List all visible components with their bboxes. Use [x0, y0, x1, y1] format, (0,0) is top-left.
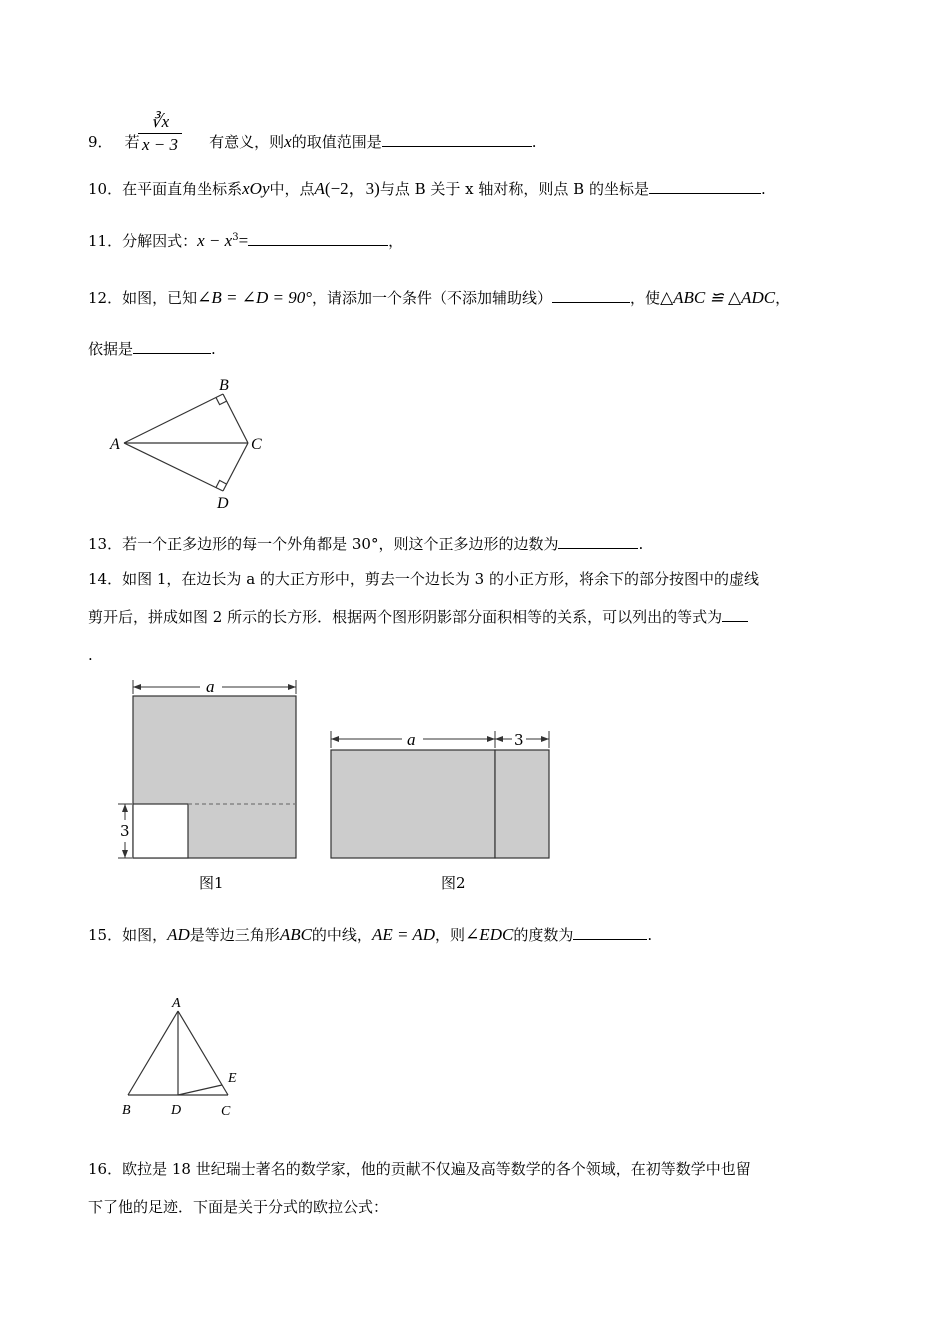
- q12-line2-text: 依据是: [88, 340, 134, 358]
- q11-line: 11．分解因式：$x - x^3=$ ，: [88, 231, 404, 250]
- q15-label-c: C: [221, 1104, 231, 1119]
- q14-fig2-label-3: 3: [514, 731, 524, 749]
- q14-fig1-label-a: a: [206, 677, 215, 696]
- q12-condition: ∠B = ∠D = 90°: [197, 288, 313, 307]
- q15-segment-de: [178, 1085, 222, 1095]
- q15-end: .: [647, 926, 653, 944]
- q10-line: 10．在平面直角坐标系xOy中，点A(−2，3)与点 B 关于 x 轴对称，则点 B 的坐标是 .: [88, 179, 766, 198]
- q10-answer-blank[interactable]: [649, 179, 761, 194]
- q14-fig2-arrow-a-right: [487, 736, 495, 742]
- q12-number: 12: [88, 289, 108, 307]
- q12-answer-blank-2[interactable]: [133, 339, 211, 354]
- q15-text1: 如图，: [122, 926, 168, 944]
- q9-fraction-bar: [138, 133, 182, 134]
- q10-end: .: [760, 180, 766, 198]
- q14-fig2-label-a: a: [407, 730, 416, 749]
- q13-end: .: [638, 535, 644, 553]
- q10-text3: 与点 B 关于 x 轴对称，则点 B 的坐标是: [379, 180, 649, 198]
- q12-label-d: D: [217, 495, 229, 512]
- q14-fig2-right-part: [495, 750, 549, 858]
- q10-point: A: [314, 179, 325, 198]
- q9-number: 9: [88, 133, 98, 151]
- q11-end: ，: [388, 232, 404, 250]
- q14-fig1-small-square: [133, 804, 188, 858]
- q14-fig1-caption: 图1: [199, 874, 224, 892]
- q15-label-d: D: [171, 1103, 182, 1118]
- q15-label-b: B: [122, 1103, 131, 1118]
- q15-text3: 的中线，: [311, 926, 372, 944]
- q15-ad: AD: [167, 925, 190, 944]
- q12-end: .: [211, 340, 216, 358]
- q16-line2: [88, 1197, 388, 1217]
- q15-answer-blank[interactable]: [573, 925, 647, 940]
- q14-line1-text: 如图 1，在边长为 a 的大正方形中，剪去一个边长为 3 的小正方形，将余下的部分按图中的虚线: [122, 570, 759, 588]
- q13-answer-blank[interactable]: [558, 534, 638, 549]
- q15-segment-ab: [128, 1011, 178, 1095]
- q15-label-a: A: [172, 996, 181, 1011]
- q14-fig2-arrow-3-right: [541, 736, 549, 742]
- q13-number: 13: [88, 535, 108, 553]
- q14-answer-blank[interactable]: [722, 607, 748, 622]
- q10-text2: 中，点: [269, 180, 315, 198]
- q14-fig2-arrow-3-left: [495, 736, 503, 742]
- q15-triangle-figure: [114, 990, 274, 1130]
- q12-line2: [88, 339, 216, 359]
- q15-segment-ac: [178, 1011, 228, 1095]
- q12-segment-ab: [124, 394, 223, 443]
- q15-line: 15．如图，AD是等边三角形ABC的中线，AE = AD，则∠EDC的度数为 .: [88, 925, 653, 944]
- q9-end: .: [531, 133, 537, 151]
- q14-figure-2: [322, 726, 552, 896]
- q12-line1: 12．如图，已知∠B = ∠D = 90°，请添加一个条件（不添加辅助线） ，使△ABC ≌ △ADC，: [88, 288, 791, 307]
- q14-line2: [88, 607, 748, 627]
- q11-number: 11: [88, 232, 108, 250]
- q13-line: 13．若一个正多边形的每一个外角都是 30°，则这个正多边形的边数为 .: [88, 535, 644, 553]
- q11-answer-blank[interactable]: [248, 231, 388, 246]
- q14-number: 14: [88, 570, 108, 588]
- q15-label-e: E: [228, 1071, 237, 1086]
- q14-fig1-arrow-down: [122, 850, 128, 858]
- q9-answer-blank[interactable]: [382, 132, 532, 147]
- q12-answer-blank-1[interactable]: [552, 288, 630, 303]
- q10-coord: xOy: [242, 179, 270, 198]
- q9-var: x: [284, 132, 292, 151]
- q12-segment-ad: [124, 443, 223, 491]
- q9-fraction-numerator: ∛x: [150, 112, 170, 131]
- q14-line1: 14．如图 1，在边长为 a 的大正方形中，剪去一个边长为 3 的小正方形，将余下的部分按图中的虚线: [88, 570, 759, 588]
- q9-text2: 的取值范围是: [291, 133, 382, 151]
- q10-number: 10: [88, 180, 108, 198]
- q16-line1-text: 欧拉是 18 世纪瑞士著名的数学家，他的贡献不仅遍及高等数学的各个领域，在初等数学中也留: [122, 1160, 751, 1178]
- q15-text4: ，则: [435, 926, 466, 944]
- q11-eq: =: [238, 231, 249, 250]
- q14-line3: [88, 645, 93, 665]
- q15-abc: ABC: [279, 925, 312, 944]
- q14-fig2-arrow-a-left: [331, 736, 339, 742]
- q12-label-a: A: [110, 436, 120, 453]
- q15-text5: 的度数为: [513, 926, 574, 944]
- q12-segment-bc: [223, 394, 248, 443]
- q12-label-b: B: [219, 377, 229, 394]
- q10-text1: 在平面直角坐标系: [122, 180, 243, 198]
- q14-fig1-arrow-up: [122, 804, 128, 812]
- q14-fig2-caption: 图2: [441, 874, 466, 892]
- q14-fig2-left-part: [331, 750, 495, 858]
- q14-line2-text: 剪开后，拼成如图 2 所示的长方形．根据两个图形阴影部分面积相等的关系，可以列出的等式为: [88, 608, 723, 626]
- q12-text3: ，使: [630, 289, 661, 307]
- q15-text2: 是等边三角形: [189, 926, 280, 944]
- q16-line2-text: 下了他的足迹．下面是关于分式的欧拉公式：: [88, 1198, 389, 1216]
- q14-fig1-arrow-left: [133, 684, 141, 690]
- q9-fraction-denominator: x − 3: [141, 135, 179, 154]
- q12-kite-figure: [100, 372, 300, 512]
- q12-label-c: C: [251, 436, 262, 453]
- q14-line3-text: .: [88, 646, 93, 664]
- q12-text2: ，请添加一个条件（不添加辅助线）: [312, 289, 553, 307]
- q11-exponent: 3: [232, 232, 239, 243]
- q15-eq: AE = AD: [371, 925, 436, 944]
- q9-line: 9． 若 有意义，则x的取值范围是 .: [88, 132, 537, 151]
- q12-text1: 如图，已知: [122, 289, 198, 307]
- q9-fraction: [138, 112, 182, 155]
- q9-text1: 有意义，则: [209, 133, 285, 151]
- q16-line1: 16．欧拉是 18 世纪瑞士著名的数学家，他的贡献不仅遍及高等数学的各个领域，在初等数学中也留: [88, 1160, 751, 1178]
- q15-angle: ∠EDC: [465, 925, 514, 944]
- q14-fig1-arrow-right: [288, 684, 296, 690]
- q14-figure-1: [110, 676, 300, 896]
- q14-fig1-label-3: 3: [120, 822, 130, 840]
- q15-number: 15: [88, 926, 108, 944]
- q16-number: 16: [88, 1160, 108, 1178]
- q11-text1: 分解因式：: [122, 232, 198, 250]
- q12-congruence: △ABC ≌ △ADC: [660, 288, 776, 307]
- q11-expr: x − x: [197, 231, 233, 250]
- q13-text: 若一个正多边形的每一个外角都是 30°，则这个正多边形的边数为: [122, 535, 559, 553]
- q12-text4: ，: [775, 289, 791, 307]
- q9-ruo: 若: [124, 133, 140, 151]
- q10-paren: (−2，3): [324, 179, 380, 198]
